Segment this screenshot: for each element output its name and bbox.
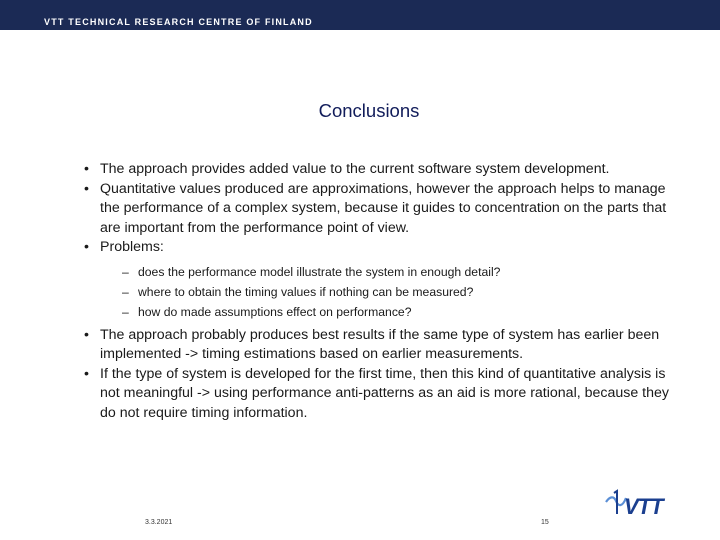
bullet-item (82, 180, 682, 239)
sub-bullet-item (82, 302, 682, 322)
vtt-logo (604, 488, 680, 518)
bullet-item (82, 326, 682, 365)
slide-content (82, 160, 682, 423)
bullet-marker: • (84, 180, 89, 197)
bullet-marker: • (84, 326, 89, 343)
bullet-marker: • (84, 239, 89, 255)
sub-bullet-item (82, 262, 682, 282)
organization-name: VTT TECHNICAL RESEARCH CENTRE OF FINLAND (44, 17, 313, 27)
slide-title: Conclusions (318, 100, 420, 121)
bullet-text: The approach provides added value to the current software system development. (100, 161, 610, 177)
dash-marker: – (122, 284, 129, 299)
sub-bullet-text: where to obtain the timing values if nothing can be measured? (138, 284, 474, 299)
dash-marker: – (122, 304, 129, 319)
problems-list (82, 262, 682, 322)
bullet-item (82, 365, 682, 424)
bullet-text: Problems: (100, 239, 164, 255)
sub-bullet-item (82, 282, 682, 302)
bullet-marker: • (84, 365, 89, 382)
logo-text: VTT (624, 494, 663, 518)
bullet-text: The approach probably produces best results if the same type of system has earlier been implemented -> timing estimations based on earlier measurements. (100, 326, 660, 362)
header-bar (0, 0, 720, 30)
bullet-text: Quantitative values produced are approximations, however the approach helps to manage the performance of a complex system, because it guides to concentration on the parts that are important from the performance point of view. (100, 180, 667, 236)
sub-bullet-text: does the performance model illustrate the system in enough detail? (138, 264, 501, 279)
sub-bullet-text: how do made assumptions effect on performance? (138, 304, 412, 319)
bullet-item (82, 238, 682, 258)
bullet-text: If the type of system is developed for the first time, then this kind of quantitative analysis is not meaningful -> using performance anti-patterns as an aid is more rational, because they do not require timing information. (100, 365, 670, 421)
page-number: 15 (541, 519, 549, 526)
vtt-logo-graphic (604, 488, 680, 518)
footer-date: 3.3.2021 (145, 519, 173, 526)
dash-marker: – (122, 264, 129, 279)
bullet-marker: • (84, 161, 89, 177)
bullet-item (82, 160, 682, 180)
